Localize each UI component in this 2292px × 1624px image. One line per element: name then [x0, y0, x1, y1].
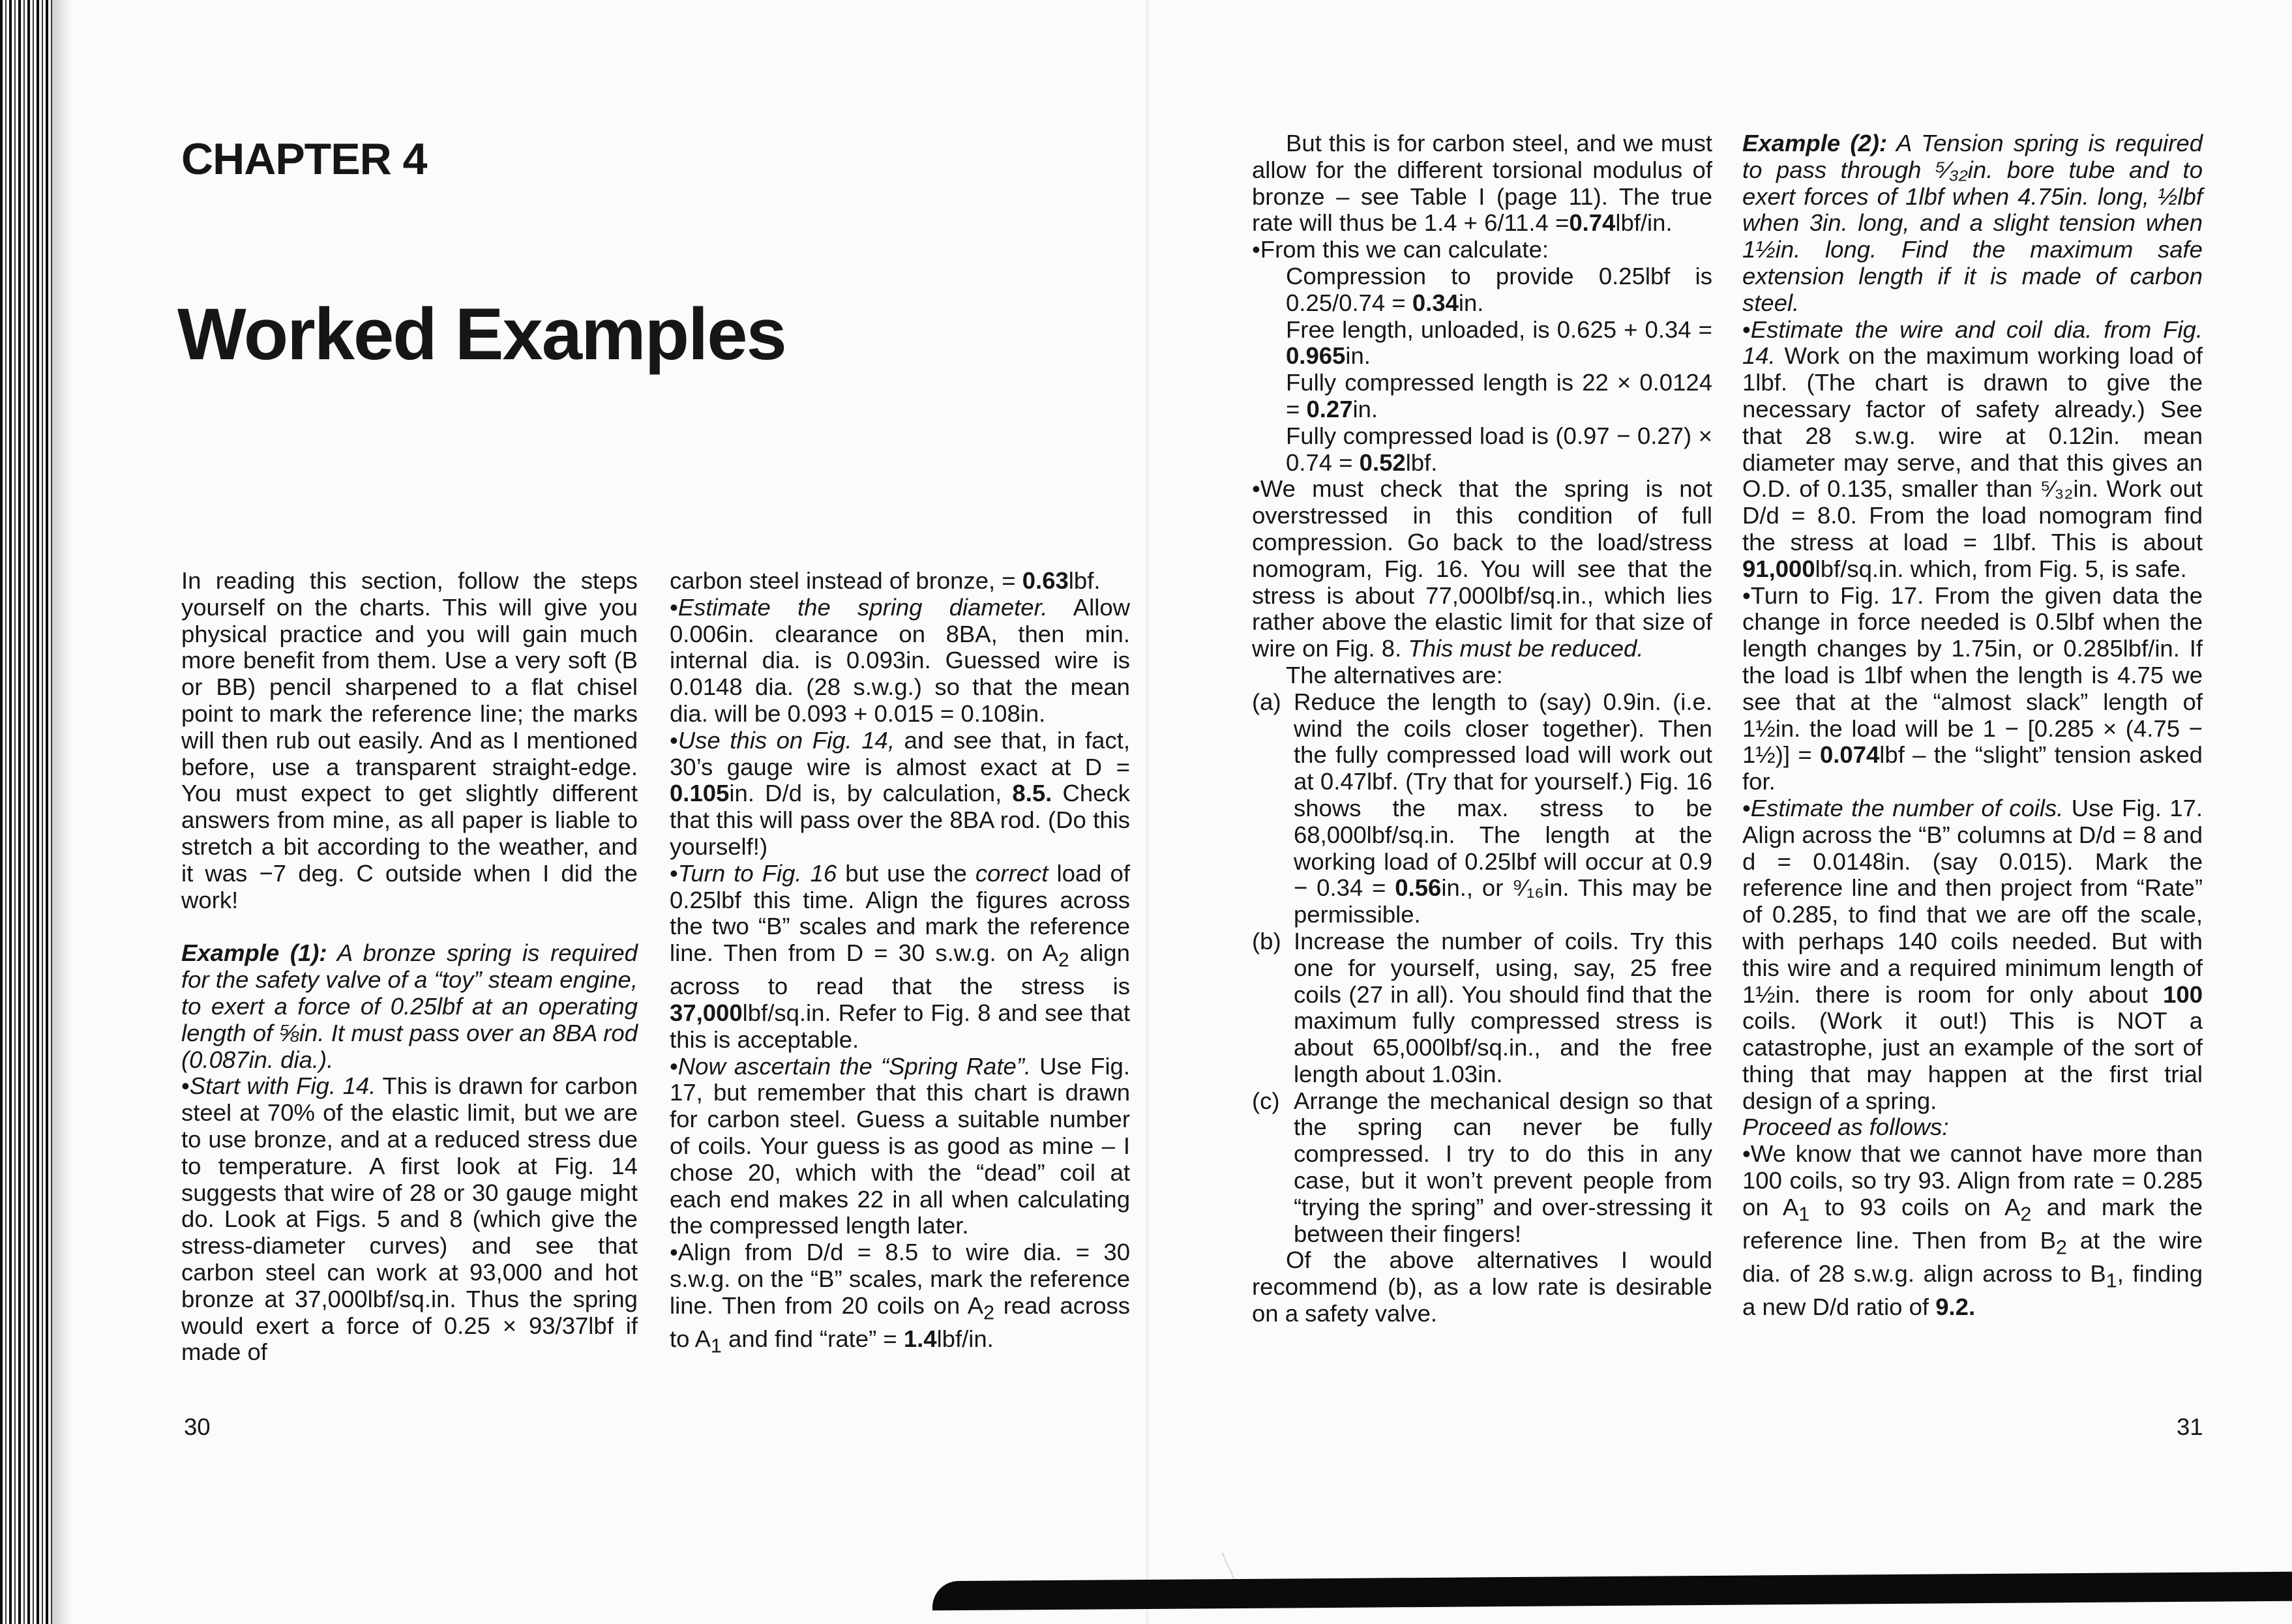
estimate-coils-paragraph: • Estimate the number of coils. Use Fig. 17. Align across the “B” columns at D/d = 8 and d = 0.0148in. (say 0.015). Mark the reference line and then project from “Rate” of 0.285, to find that we are off the scale, with perhaps 140 coils needed. But with this wire and a required minimum length of 1½in. there is room for only about 100 coils. (Work it out!) This is NOT a catastrophe, just an example of the sort of thing that may happen at the first trial design of a spring. — [1742, 795, 2203, 1115]
estimate-wire-paragraph: • Estimate the wire and coil dia. from Fig. 14. Work on the maximum working load of 1lbf. (The chart is drawn to give the necessary factor of safety already.) See that 28 s.w.g. wire at 0.12in. mean diameter may serve, and that this gives an O.D. of 0.135, smaller than ⁵⁄₃₂in. Work out D/d = 8.0. From the load nomogram find the stress at load = 1lbf. This is about 91,000lbf/sq.in. which, from Fig. 5, is safe. — [1742, 317, 2203, 583]
continuation-paragraph: carbon steel instead of bronze, = 0.63lbf. — [670, 567, 1101, 594]
align-paragraph: • Align from D/d = 8.5 to wire dia. = 30 s.w.g. on the “B” scales, mark the reference line. Then from 20 coils on $A_2$ read across to $A_1$ and find “rate” = 1.4lbf/in. — [670, 1239, 1130, 1359]
column-3 — [1252, 130, 1712, 1327]
recommendation-paragraph: Of the above alternatives I would recommend (b), as a low rate is desirable on a safety valve. — [1252, 1247, 1712, 1327]
book-binding — [0, 0, 52, 1624]
binding-shadow — [52, 0, 72, 1624]
chapter-label: CHAPTER 4 — [181, 134, 427, 184]
turn-fig17-paragraph: • Turn to Fig. 17. From the given data the change in force needed is 0.5lbf when the length changes by 1.75in, or 0.285lbf/in. If the load is 1lbf when the length is 4.75 we see that at the “almost slack” length of 1½in. the load will be 1 − [0.285 × (4.75 − 1½)] = 0.074lbf – the “slight” tension asked for. — [1742, 583, 2203, 795]
calc-line-4: Fully compressed load is (0.97 − 0.27) × 0.74 = 0.52lbf. — [1286, 422, 1712, 476]
spring-rate-paragraph: • Now ascertain the “Spring Rate”. Use Fig. 17, but remember that this chart is drawn for carbon steel. Guess a suitable number of coils. Your guess is as good as mine – I chose 20, which with the “dead” coil at each end makes 22 in all when calculating the compressed length later. — [670, 1054, 1130, 1240]
use-fig14-paragraph: • Use this on Fig. 14, and see that, in fact, 30’s gauge wire is almost exact at D = 0.105in. D/d is, by calculation, 8.5. Check that this will pass over the 8BA rod. (Do this yourself!) — [670, 728, 1130, 861]
example-1-paragraph — [181, 940, 638, 1073]
column-2 — [670, 568, 1130, 1359]
turn-fig16-paragraph: • Turn to Fig. 16 but use the correct load of 0.25lbf this time. Align the figures across the two “B” scales and mark the reference line. Then from D = 30 s.w.g. on $A_2$ align across to read that the stress is 37,000lbf/sq.in. Refer to Fig. 8 and see that this is acceptable. — [670, 861, 1130, 1054]
overstress-check-paragraph: • We must check that the spring is not overstressed in this condition of full compression. Go back to the load/stress nomogram, Fig. 16. You will see that the stress is about 77,000lbf/sq.in., which lies rather above the elastic limit for that size of wire on Fig. 8. This must be reduced. — [1252, 476, 1712, 662]
example-1-label: Example (1): A bronze spring is required for the safety valve of a “toy” steam engine, to exert a force of 0.25lbf at an operating length of ⅝in. It must pass over an 8BA rod (0.087in. dia.). — [181, 939, 638, 1073]
try-93-paragraph: • We know that we cannot have more than 100 coils, so try 93. Align from rate = 0.285 on $A_1$ to 93 coils on $A_2$ and mark the reference line. Then from $B_2$ at the wire dia. of 28 s.w.g. align across to $B_1$, finding a new D/d ratio of 9.2. — [1742, 1141, 2203, 1321]
page-number-right: 31 — [2177, 1413, 2203, 1440]
alternatives-heading: The alternatives are: — [1286, 661, 1503, 688]
page-bottom-shadow — [932, 1572, 2292, 1611]
calc-line-3: Fully compressed length is 22 × 0.0124 = 0.27in. — [1286, 369, 1712, 422]
alternative-c: (c) Arrange the mechanical design so that the spring can never be fully compressed. I try to do this in any case, but it won’t prevent people from “trying the spring” and over-stressing it between their fingers! — [1252, 1087, 1712, 1247]
page-number-left: 30 — [184, 1413, 211, 1440]
proceed-heading: Proceed as follows: — [1742, 1114, 1949, 1141]
calc-line-2: Free length, unloaded, is 0.625 + 0.34 = 0.965in. — [1286, 316, 1712, 370]
page-gutter — [1146, 0, 1148, 1624]
alternative-a: (a) Reduce the length to (say) 0.9in. (i.e. wind the coils closer together). Then the fully compressed load will work out at 0.47lbf. (Try that for yourself.) Fig. 16 shows the max. stress to be 68,000lbf/sq.in. The length at the working load of 0.25lbf will occur at 0.9 − 0.34 = 0.56in., or ⁹⁄₁₆in. This may be permissible. — [1252, 688, 1713, 928]
example-2-paragraph: Example (2): A Tension spring is required to pass through ⁵⁄₃₂in. bore tube and to exert forces of 1lbf when 4.75in. long, ½lbf when 3in. long, and a slight tension when 1½in. long. Find the maximum safe extension length if it is made of carbon steel. — [1742, 130, 2203, 316]
chapter-title: Worked Examples — [177, 293, 786, 375]
bronze-rate-paragraph: But this is for carbon steel, and we must allow for the different torsional modulus of bronze – see Table I (page 11). The true rate will thus be 1.4 + 6/11.4 =0.74lbf/in. — [1252, 130, 1712, 237]
calculate-heading: • From this we can calculate: — [1252, 237, 1712, 263]
column-4 — [1742, 130, 2203, 1321]
alternative-b: (b) Increase the number of coils. Try this one for yourself, using, say, 25 free coils (27 in all). You should find that the maximum fully compressed stress is about 65,000lbf/sq.in., and the free length about 1.03in. — [1252, 927, 1712, 1087]
column-1 — [181, 568, 638, 1366]
start-step-paragraph: • Start with Fig. 14. This is drawn for carbon steel at 70% of the elastic limit, but we are to use bronze, and at a reduced stress due to temperature. A first look at Fig. 14 suggests that wire of 28 or 30 gauge might do. Look at Figs. 5 and 8 (which give the stress-diameter curves) and see that carbon steel can work at 93,000 and hot bronze at 37,000lbf/sq.in. Thus the spring would exert a force of 0.25 × 93/37lbf if made of — [181, 1073, 638, 1366]
calc-line-1: Compression to provide 0.25lbf is 0.25/0.74 = 0.34in. — [1286, 262, 1712, 316]
estimate-diameter-paragraph: • Estimate the spring diameter. Allow 0.006in. clearance on 8BA, then min. internal dia. is 0.093in. Guessed wire is 0.0148 dia. (28 s.w.g.) so that the mean dia. will be 0.093 + 0.015 = 0.108in. — [670, 595, 1130, 728]
intro-paragraph: In reading this section, follow the steps yourself on the charts. This will give you physical practice and you will gain much more benefit from them. Use a very soft (B or BB) pencil sharpened to a flat chisel point to mark the reference line; the marks will then rub out easily. And as I mentioned before, use a transparent straight-edge. You must expect to get slightly different answers from mine, as all paper is liable to stretch a bit according to the weather, and it was −7 deg. C outside when I did the work! — [181, 567, 638, 913]
